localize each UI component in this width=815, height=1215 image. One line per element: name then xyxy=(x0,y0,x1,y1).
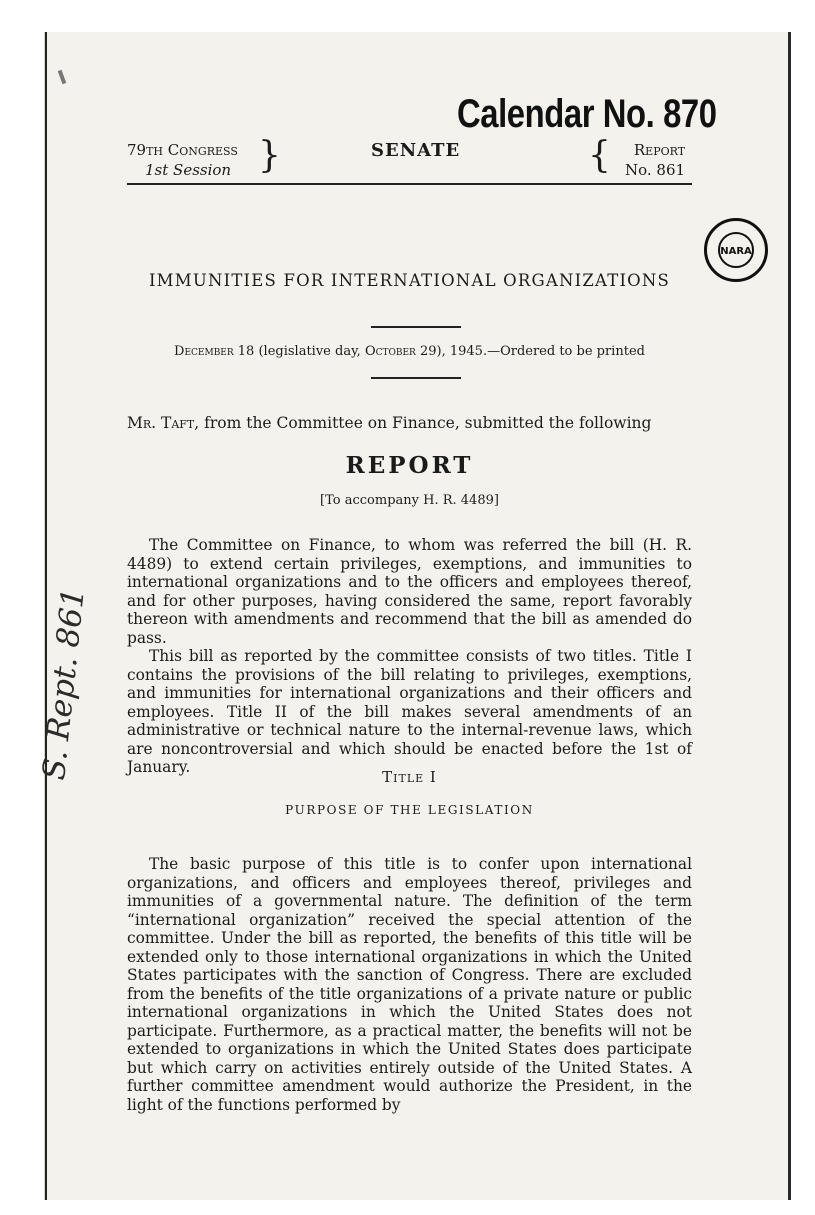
dateline-rule xyxy=(371,377,461,379)
library-stamp-icon xyxy=(704,218,768,282)
dateline-month-2: October xyxy=(364,344,416,359)
chamber-label: SENATE xyxy=(371,140,461,161)
report-number: No. 861 xyxy=(625,161,686,179)
dateline-month: December xyxy=(174,344,234,359)
paragraph-3: The basic purpose of this title is to confer upon international organizations, and officers and employees thereof, privileges and immunities of a governmental nature. The definition of the term “international organization” received the special attention of the committee. Under the bill as reported, the benefits of this title will be extended only to those international organizations in which the United States participates with the sanction of Congress. There are excluded from the benefits of the title organizations of a private nature or public international organizations in which the United States does not participate. Furthermore, as a practical matter, the benefits will not be extended to organizations in which the United States does participate but which carry on activities entirely outside of the United States. A further committee amendment would authorize the President, in the light of the functions performed by xyxy=(127,855,692,1114)
dateline-part: 18 (legislative day, xyxy=(233,344,365,359)
report-number-block xyxy=(625,140,685,180)
header-rule xyxy=(127,183,692,185)
stamp-graphic xyxy=(707,221,765,279)
submitted-line xyxy=(127,414,692,432)
report-label: Report xyxy=(633,141,686,159)
title-i-heading: Title I xyxy=(382,768,437,786)
congress-session xyxy=(127,140,238,180)
dateline xyxy=(127,344,692,359)
congress-label: 79th Congress xyxy=(127,141,238,159)
page-edge xyxy=(788,32,791,1200)
session-label: 1st Session xyxy=(145,161,232,179)
right-brace: { xyxy=(588,135,611,176)
left-brace: } xyxy=(258,135,281,176)
svg-text:NARA: NARA xyxy=(720,246,752,257)
section-subhead: PURPOSE OF THE LEGISLATION xyxy=(285,803,534,817)
title-rule xyxy=(371,326,461,328)
paragraph-2: This bill as reported by the committee consists of two titles. Title I contains the provisions of the bill relating to privileges, exemptions, and immunities for international organizations and their officers and employees. Title II of the bill makes several amendments of an administrative or technical nature to the internal-revenue laws, which are noncontroversial and which should be enacted before the 1st of January. xyxy=(127,647,692,776)
accompany-note: [To accompany H. R. 4489] xyxy=(320,493,499,508)
paragraph-1: The Committee on Finance, to whom was referred the bill (H. R. 4489) to extend certain privileges, exemptions, and immunities to international organizations and to the officers and employees thereof, and for other purposes, having considered the same, report favorably thereon with amendments and recommend that the bill as amended do pass. xyxy=(127,536,692,647)
page-title: IMMUNITIES FOR INTERNATIONAL ORGANIZATIONS xyxy=(148,271,671,290)
report-heading: REPORT xyxy=(345,452,474,479)
dateline-tail: 29), 1945.—Ordered to be printed xyxy=(415,344,645,359)
calendar-number: Calendar No. 870 xyxy=(457,92,717,136)
submitted-text: , from the Committee on Finance, submitted the following xyxy=(194,414,652,432)
handwritten-margin-note: S. Rept. 861 xyxy=(36,586,92,782)
senator-name: Mr. Taft xyxy=(127,414,195,432)
